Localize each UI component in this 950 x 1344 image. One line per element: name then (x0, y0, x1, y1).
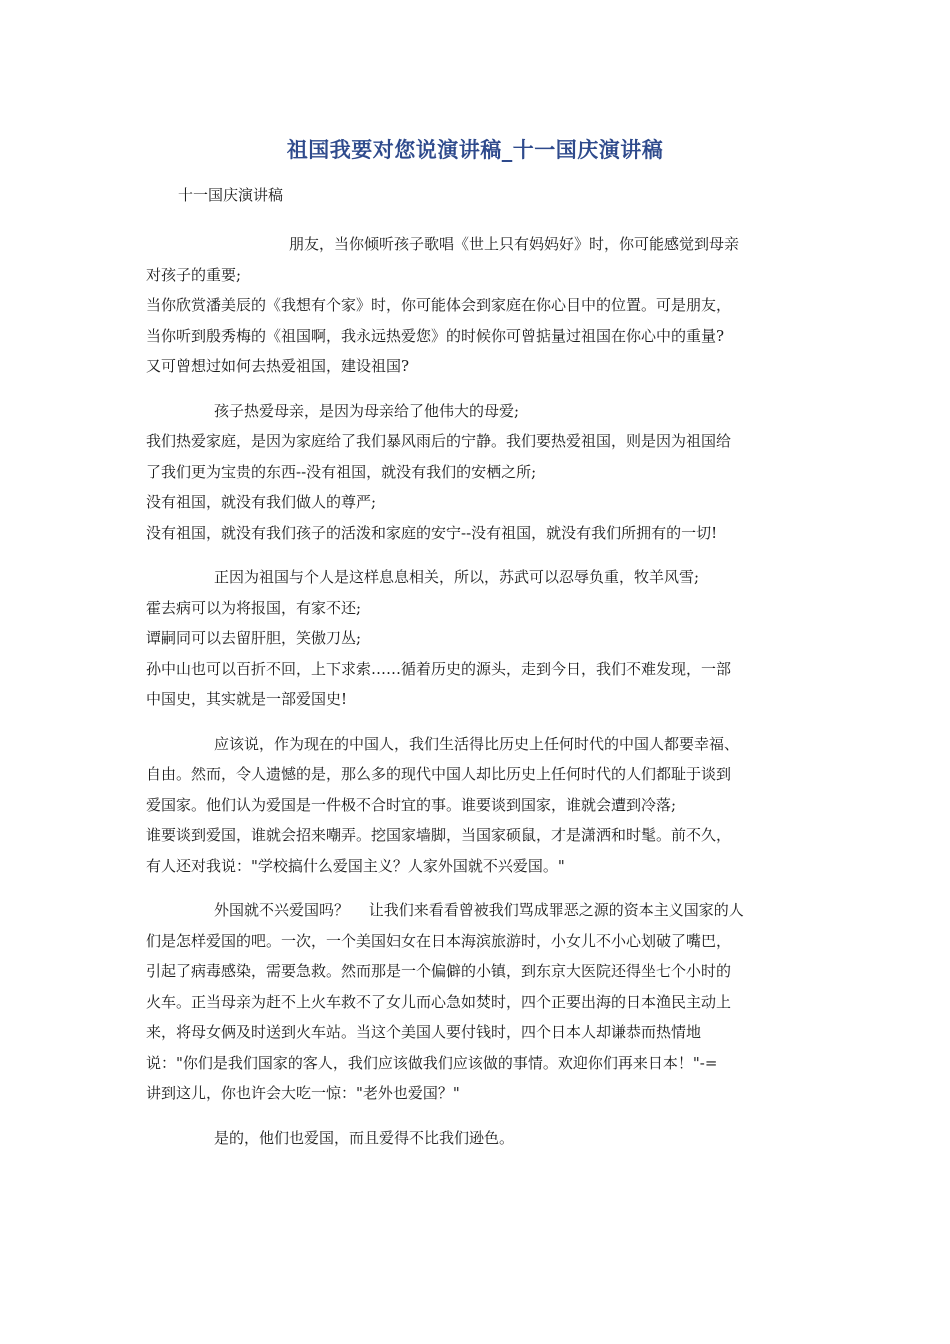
text-line: 又可曾想过如何去热爱祖国，建设祖国? (146, 357, 410, 375)
text-line: 孩子热爱母亲，是因为母亲给了他伟大的母爱; (214, 401, 520, 420)
document-title: 祖国我要对您说演讲稿_十一国庆演讲稿 (286, 138, 664, 162)
paragraph (146, 895, 801, 1109)
paragraph (146, 229, 801, 382)
text-line: 讲到这儿，你也许会大吃一惊："老外也爱国？" (146, 1084, 460, 1102)
text-line: 是的，他们也爱国，而且爱得不比我们逊色。 (214, 1128, 515, 1147)
text-line: 朋友，当你倾听孩子歌唱《世上只有妈妈好》时，你可能感觉到母亲 (289, 235, 740, 253)
text-line: 有人还对我说："学校搞什么爱国主义？人家外国就不兴爱国。" (146, 856, 565, 875)
text-line: 爱国家。他们认为爱国是一件极不合时宜的事。谁要谈到国家，谁就会遭到冷落; (146, 795, 677, 814)
text-line: 外国就不兴爱国吗？ 让我们来看看曾被我们骂成罪恶之源的资本主义国家的人 (214, 901, 744, 919)
text-line: 当你听到殷秀梅的《祖国啊，我永远热爱您》的时候你可曾掂量过祖国在你心中的重量? (146, 326, 725, 345)
text-line: 没有祖国，就没有我们做人的尊严; (146, 493, 377, 511)
text-line: 们是怎样爱国的吧。一次，一个美国妇女在日本海滨旅游时，小女儿不小心划破了嘴巴， (146, 931, 732, 950)
paragraph (146, 1123, 801, 1154)
text-line: 中国史，其实就是一部爱国史! (146, 690, 348, 708)
text-line: 来，将母女俩及时送到火车站。当这个美国人要付钱时，四个日本人却谦恭而热情地 (146, 1023, 702, 1041)
text-line: 谁要谈到爱国，谁就会招来嘲弄。挖国家墙脚，当国家硕鼠，才是潇洒和时髦。前不久， (146, 826, 732, 844)
text-line: 火车。正当母亲为赶不上火车救不了女儿而心急如焚时，四个正要出海的日本渔民主动上 (146, 992, 732, 1011)
paragraph (146, 729, 801, 882)
paragraph (146, 396, 801, 549)
text-line: 孙中山也可以百折不回，上下求索……循着历史的源头，走到今日，我们不难发现，一部 (146, 659, 732, 678)
text-line: 引起了病毒感染，需要急救。然而那是一个偏僻的小镇，到东京大医院还得坐七个小时的 (146, 962, 732, 980)
text-line: 说："你们是我们国家的客人，我们应该做我们应该做的事情。欢迎你们再来日本！"-= (146, 1053, 718, 1072)
document-body (146, 229, 801, 1167)
text-line: 谭嗣同可以去留肝胆，笑傲刀丛; (146, 629, 362, 647)
text-line: 当你欣赏潘美辰的《我想有个家》时，你可能体会到家庭在你心目中的位置。可是朋友， (146, 296, 732, 314)
document-subheading: 十一国庆演讲稿 (178, 186, 284, 204)
text-line: 应该说，作为现在的中国人，我们生活得比历史上任何时代的中国人都要幸福、 (214, 734, 740, 753)
text-line: 自由。然而，令人遗憾的是，那么多的现代中国人却比历史上任何时代的人们都耻于谈到 (146, 765, 732, 783)
text-line: 了我们更为宝贵的东西--没有祖国，就没有我们的安栖之所; (146, 462, 537, 481)
text-line: 对孩子的重要; (146, 265, 242, 284)
text-line: 正因为祖国与个人是这样息息相关，所以，苏武可以忍辱负重，牧羊风雪; (214, 568, 700, 586)
paragraph (146, 562, 801, 715)
text-line: 我们热爱家庭，是因为家庭给了我们暴风雨后的宁静。我们要热爱祖国，则是因为祖国给 (146, 432, 732, 450)
text-line: 没有祖国，就没有我们孩子的活泼和家庭的安宁--没有祖国，就没有我们所拥有的一切! (146, 523, 718, 542)
text-line: 霍去病可以为将报国，有家不还; (146, 598, 362, 617)
